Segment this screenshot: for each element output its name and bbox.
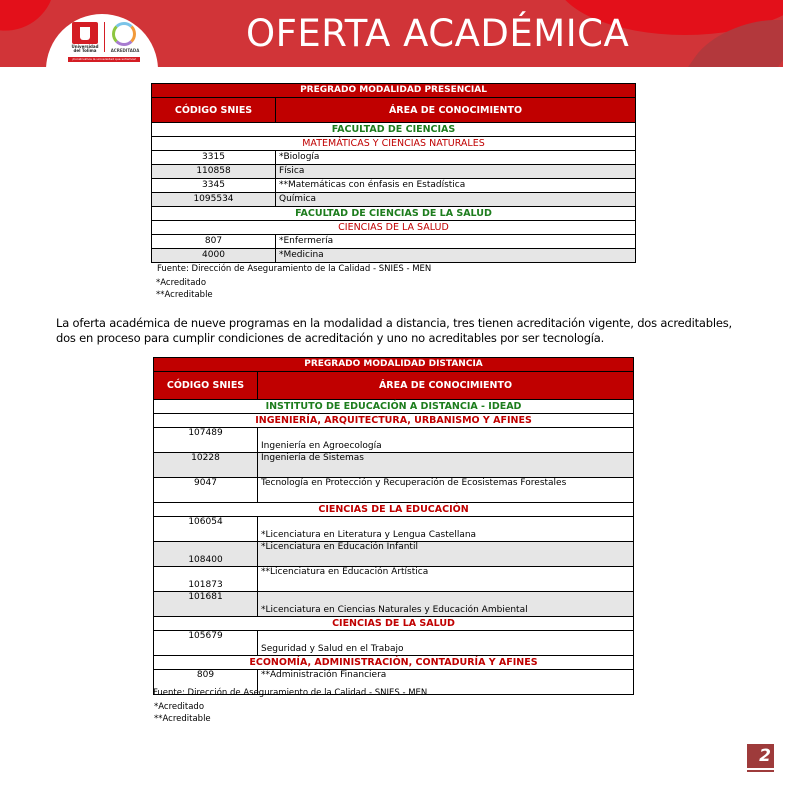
source-note: Fuente: Dirección de Aseguramiento de la Calidad - SNIES - MEN [157, 264, 432, 274]
snies-code: 4000 [152, 249, 276, 263]
summary-paragraph: La oferta académica de nueve programas en la modalidad a distancia, tres tienen acreditación vigente, dos acreditables, dos en proceso para cumplir condiciones de acreditación y uno no acreditables por ser tecnología. [56, 316, 732, 345]
table-title: PREGRADO MODALIDAD DISTANCIA [154, 358, 634, 372]
snies-code: 101681 [154, 592, 258, 617]
table-row [154, 631, 634, 656]
program-name: **Administración Financiera [258, 670, 634, 695]
table-row [152, 235, 636, 249]
table-row [154, 478, 634, 503]
area-heading: MATEMÁTICAS Y CIENCIAS NATURALES [152, 137, 636, 151]
slogan-ribbon: ¡Construimos la universidad que soñamos! [68, 57, 140, 62]
logo-divider [104, 22, 105, 52]
legend-accredited: *Acreditado [154, 702, 205, 712]
table-row [154, 542, 634, 567]
program-name: *Enfermería [276, 235, 636, 249]
university-logo [72, 22, 142, 64]
page-number-underline [747, 770, 774, 772]
area-heading: CIENCIAS DE LA SALUD [152, 221, 636, 235]
table-row [154, 453, 634, 478]
table-row [152, 193, 636, 207]
column-header-area: ÁREA DE CONOCIMIENTO [276, 98, 636, 123]
program-name: *Medicina [276, 249, 636, 263]
program-name: Física [276, 165, 636, 179]
faculty-heading: FACULTAD DE CIENCIAS [152, 123, 636, 137]
university-name: Universidad del Tolima [71, 44, 99, 53]
table-row [152, 165, 636, 179]
snies-code: 1095534 [152, 193, 276, 207]
table-title: PREGRADO MODALIDAD PRESENCIAL [152, 84, 636, 98]
snies-code: 9047 [154, 478, 258, 503]
snies-code: 105679 [154, 631, 258, 656]
legend-accredited: *Acreditado [156, 278, 207, 288]
table-row [154, 517, 634, 542]
table-row [154, 567, 634, 592]
area-heading: CIENCIAS DE LA SALUD [154, 617, 634, 631]
program-name: *Licenciatura en Educación Infantil [258, 542, 634, 567]
snies-code: 101873 [154, 567, 258, 592]
page-number: 2 [747, 744, 774, 768]
column-header-area: ÁREA DE CONOCIMIENTO [258, 372, 634, 400]
table-row [152, 179, 636, 193]
program-name: **Licenciatura en Educación Artística [258, 567, 634, 592]
snies-code: 3345 [152, 179, 276, 193]
page-title: OFERTA ACADÉMICA [246, 12, 630, 55]
program-name: *Licenciatura en Ciencias Naturales y Educación Ambiental [258, 592, 634, 617]
program-name: Seguridad y Salud en el Trabajo [258, 631, 634, 656]
accreditation-label: ACREDITADA [110, 48, 140, 53]
legend-accreditable: **Acreditable [154, 714, 211, 724]
column-header-code: CÓDIGO SNIES [152, 98, 276, 123]
column-header-code: CÓDIGO SNIES [154, 372, 258, 400]
snies-code: 110858 [152, 165, 276, 179]
area-heading: INGENIERÍA, ARQUITECTURA, URBANISMO Y AFINES [154, 414, 634, 428]
accreditation-ring-icon [112, 22, 136, 46]
source-note: Fuente: Dirección de Aseguramiento de la Calidad - SNIES - MEN [153, 688, 428, 698]
table-row [152, 151, 636, 165]
snies-code: 3315 [152, 151, 276, 165]
table-presencial [151, 83, 636, 263]
table-row [154, 592, 634, 617]
snies-code: 106054 [154, 517, 258, 542]
area-heading: CIENCIAS DE LA EDUCACIÓN [154, 503, 634, 517]
snies-code: 10228 [154, 453, 258, 478]
header-band [0, 0, 783, 67]
table-row [154, 428, 634, 453]
legend-accreditable: **Acreditable [156, 290, 213, 300]
program-name: Ingeniería en Agroecología [258, 428, 634, 453]
program-name: Tecnología en Protección y Recuperación de Ecosistemas Forestales [258, 478, 634, 503]
institute-heading: INSTITUTO DE EDUCACIÓN A DISTANCIA - IDEAD [154, 400, 634, 414]
program-name: *Biología [276, 151, 636, 165]
snies-code: 807 [152, 235, 276, 249]
program-name: Ingeniería de Sistemas [258, 453, 634, 478]
program-name: *Licenciatura en Literatura y Lengua Castellana [258, 517, 634, 542]
snies-code: 809 [154, 670, 258, 695]
ut-logo-icon [72, 22, 98, 44]
snies-code: 107489 [154, 428, 258, 453]
area-heading: ECONOMÍA, ADMINISTRACIÓN, CONTADURÍA Y AFINES [154, 656, 634, 670]
table-distancia [153, 357, 634, 695]
snies-code: 108400 [154, 542, 258, 567]
program-name: **Matemáticas con énfasis en Estadística [276, 179, 636, 193]
program-name: Química [276, 193, 636, 207]
table-row [152, 249, 636, 263]
faculty-heading: FACULTAD DE CIENCIAS DE LA SALUD [152, 207, 636, 221]
